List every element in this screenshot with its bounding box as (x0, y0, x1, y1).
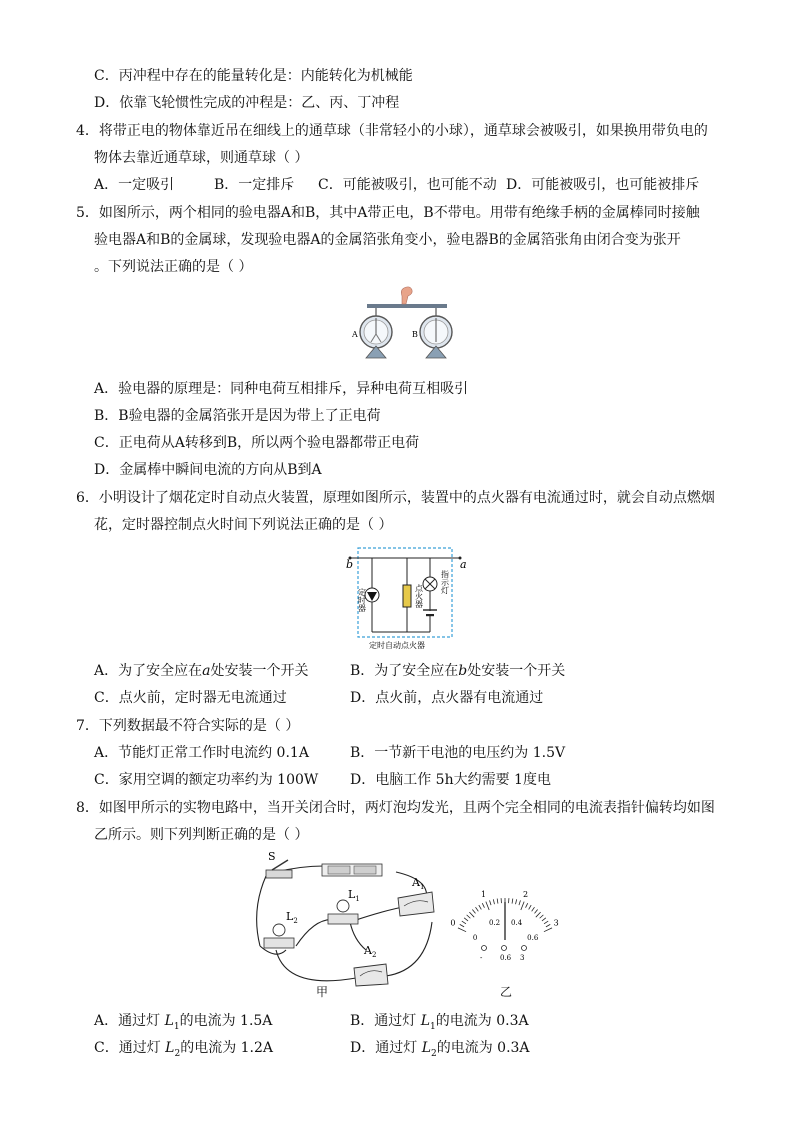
dial-bottom-scale (473, 919, 539, 942)
dial-tick (532, 907, 535, 911)
q4-option-d: D．可能被吸引，也可能被排斥 (506, 177, 700, 193)
dial-top-label: 0 (450, 918, 456, 928)
dial-tick (467, 915, 471, 918)
electroscope-b (420, 308, 452, 358)
terminal-post (522, 946, 527, 951)
switch-s (266, 850, 292, 878)
q6-option-b: B．为了安全应在b处安装一个开关 (350, 663, 566, 679)
dial-tick (536, 912, 541, 917)
label-lamp: 指示灯 (440, 570, 450, 594)
q6-stem-line1: 6．小明设计了烟花定时自动点火装置，原理如图所示，装置中的点火器有电流通过时，就会自动点燃烟 (76, 490, 715, 506)
hand-icon (401, 287, 412, 304)
q4-option-b: B．一定排斥 (214, 177, 295, 193)
label-igniter: 点火器 (414, 584, 424, 608)
dial-tick (490, 900, 491, 905)
q5-option-a: A．验电器的原理是：同种电荷互相排斥，异种电荷互相吸引 (94, 381, 469, 397)
dial-tick (482, 903, 484, 907)
dial-tick (493, 899, 494, 904)
dial-bottom-label: 0 (472, 934, 478, 943)
q6-option-c: C．点火前，定时器无电流通过 (94, 690, 287, 706)
label-s: S (268, 850, 276, 863)
terminal-label: - (480, 954, 483, 962)
ammeter-a1 (398, 876, 434, 916)
dial-tick (458, 928, 466, 932)
label-timer: 定时器 (357, 588, 367, 612)
q8-stem-line1: 8．如图甲所示的实物电路中，当开关闭合时，两灯泡均发光，且两个完全相同的电流表指针偏转均如图 (76, 800, 715, 816)
circuit-jia-figure (246, 850, 446, 1002)
terminal-a: a (460, 558, 467, 571)
dial-top-label: 2 (522, 890, 529, 900)
terminal-b: b (346, 558, 354, 571)
dial-bottom-label: 0.2 (488, 919, 501, 928)
q6-option-a: A．为了安全应在a处安装一个开关 (94, 663, 309, 679)
label-b: B (412, 330, 418, 339)
electroscope-a (360, 308, 392, 358)
igniter-resistor (403, 585, 411, 607)
dial-tick (544, 928, 552, 932)
q7-option-a: A．节能灯正常工作时电流约 0.1A (94, 745, 309, 761)
battery-icon (322, 864, 382, 876)
caption-yi: 乙 (500, 985, 513, 999)
dial-tick (542, 918, 546, 921)
dial-tick (516, 899, 517, 904)
dial-tick (521, 902, 524, 910)
dial-bottom-label: 0.4 (511, 919, 523, 928)
lamp-l2 (264, 910, 298, 948)
terminal-label: 0.6 (500, 954, 512, 962)
dial-tick (535, 910, 538, 914)
lamp-l1 (328, 888, 360, 924)
igniter-circuit-figure (342, 540, 472, 652)
electroscope-figure (340, 282, 470, 362)
q4-option-c: C．可能被吸引，也可能不动 (318, 177, 497, 193)
terminal-post (482, 946, 487, 951)
label-a2: $A_2$ (364, 944, 377, 959)
q5-stem-line1: 5．如图所示，两个相同的验电器A和B，其中A带正电，B不带电。用带有绝缘手柄的金属棒同时接触 (76, 205, 700, 221)
q5-option-b: B．B验电器的金属箔张开是因为带上了正电荷 (94, 408, 381, 424)
dial-tick (462, 921, 466, 924)
q4-stem-line1: 4．将带正电的物体靠近吊在细线上的通草球（非常轻小的小球），通草球会被吸引，如果换用带负电的 (76, 123, 708, 139)
label-l1: $L_1$ (348, 888, 360, 903)
dial-tick (469, 912, 474, 917)
dial-tick (546, 924, 550, 926)
dial-tick (512, 899, 513, 904)
dial-tick (544, 921, 548, 924)
dial-bottom-label: 0.6 (527, 934, 539, 943)
dial-tick (486, 902, 489, 910)
q8-option-c: C．通过灯 $L_2$的电流为 1.2A (94, 1040, 274, 1059)
dial-tick (476, 907, 479, 911)
dial-tick (529, 905, 532, 909)
label-a1: $A_1$ (412, 876, 425, 891)
q6-option-d: D．点火前，点火器有电流通过 (350, 690, 544, 706)
dial-tick (460, 924, 464, 926)
ammeter-dial-figure (440, 876, 570, 966)
q8-option-b: B．通过灯 $L_1$的电流为 0.3A (350, 1013, 529, 1032)
dial-terminals (480, 946, 527, 963)
ammeter-a2 (354, 944, 388, 986)
q5-option-d: D．金属棒中瞬间电流的方向从B到A (94, 462, 322, 478)
dial-tick (479, 905, 482, 909)
caption-jia: 甲 (316, 985, 329, 999)
caption-igniter: 定时自动点火器 (369, 641, 425, 650)
q3-option-d: D．依靠飞轮惯性完成的冲程是：乙、丙、丁冲程 (94, 95, 400, 111)
dial-tick (497, 899, 498, 904)
terminal-post (502, 946, 507, 951)
q7-stem: 7．下列数据最不符合实际的是（ ） (76, 718, 300, 734)
label-a: A (352, 330, 358, 339)
q8-option-d: D．通过灯 $L_2$的电流为 0.3A (350, 1040, 530, 1059)
label-l2: $L_2$ (286, 910, 298, 925)
dial-tick (472, 910, 475, 914)
dial-tick (526, 903, 528, 907)
terminal-label: 3 (520, 954, 525, 962)
q8-option-a: A．通过灯 $L_1$的电流为 1.5A (94, 1013, 273, 1032)
q5-stem-line3: 。下列说法正确的是（ ） (94, 259, 253, 275)
dial-tick (519, 900, 520, 905)
q4-option-a: A．一定吸引 (94, 177, 175, 193)
q7-option-b: B．一节新干电池的电压约为 1.5V (350, 745, 566, 761)
q5-stem-line2: 验电器A和B的金属球，发现验电器A的金属箔张角变小，验电器B的金属箔张角由闭合变为张开 (94, 232, 681, 248)
dial-tick (540, 915, 544, 918)
metal-rod (367, 304, 447, 308)
dial-tick (464, 918, 468, 921)
q6-stem-line2: 花，定时器控制点火时间下列说法正确的是（ ） (94, 517, 393, 533)
q5-option-c: C．正电荷从A转移到B，所以两个验电器都带正电荷 (94, 435, 420, 451)
q3-option-c: C．丙冲程中存在的能量转化是：内能转化为机械能 (94, 68, 413, 84)
q7-option-c: C．家用空调的额定功率约为 100W (94, 772, 319, 788)
dial-top-label: 1 (481, 890, 487, 900)
q4-stem-line2: 物体去靠近通草球，则通草球（ ） (94, 150, 309, 166)
q7-option-d: D．电脑工作 5h大约需要 1度电 (350, 772, 551, 788)
q8-stem-line2: 乙所示。则下列判断正确的是（ ） (94, 827, 309, 843)
dial-top-label: 3 (553, 918, 559, 928)
